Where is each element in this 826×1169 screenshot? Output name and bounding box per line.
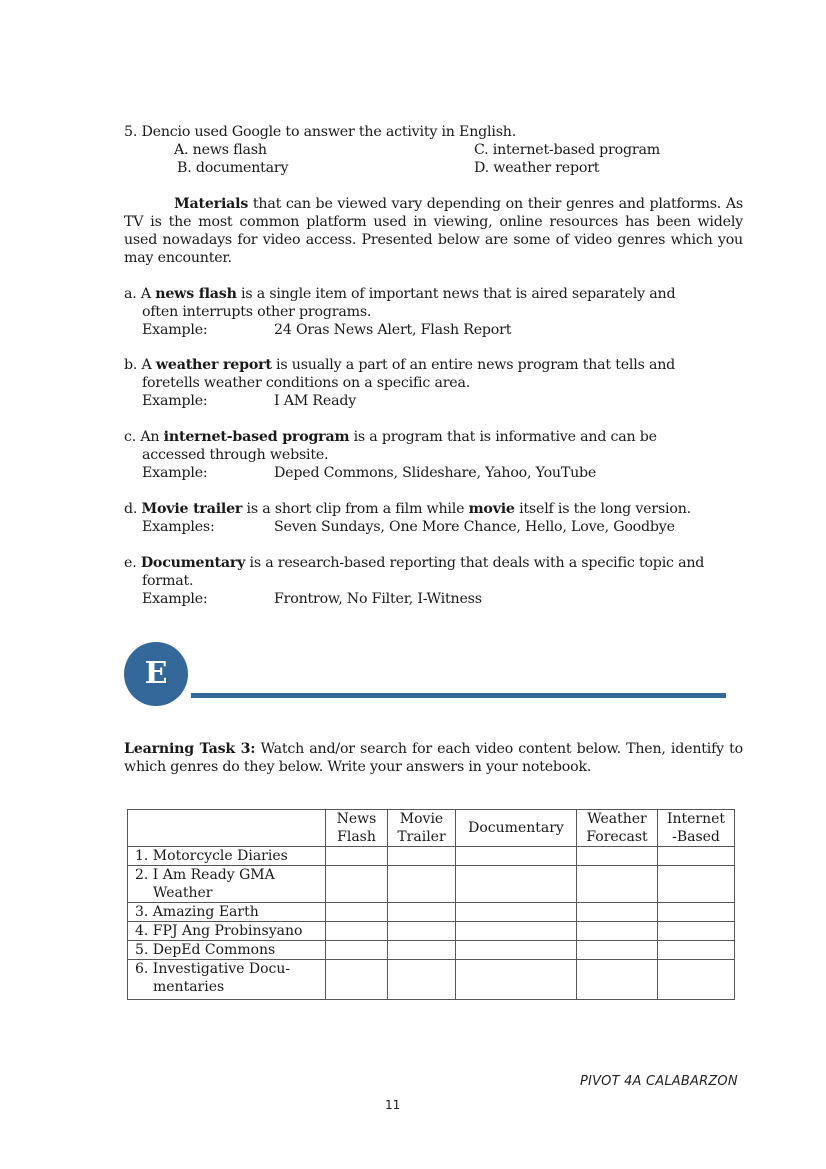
row-item-label: 3. Amazing Earth [128,903,326,922]
genre-identification-table [127,809,735,1000]
genre-term: news flash [155,286,237,302]
genre-example [124,590,743,608]
option-text: documentary [195,160,289,176]
option-letter: D. [474,160,489,176]
table-row [128,960,735,1000]
example-value: I AM Ready [274,393,357,409]
row-item-label: 5. DepEd Commons [128,941,326,960]
option-a [174,141,267,159]
footer-brand: PIVOT 4A CALABARZON [580,1074,738,1089]
section-letter-badge: E [124,642,188,706]
option-c [474,141,660,159]
answer-cell[interactable] [577,866,658,903]
genre-movie-trailer [124,500,743,536]
example-label: Example: [142,393,208,409]
answer-cell[interactable] [388,941,456,960]
answer-cell[interactable] [326,866,388,903]
table-row [128,941,735,960]
question-5-stem: 5. Dencio used Google to answer the activity in English. [124,124,517,140]
page-number: 11 [385,1098,401,1112]
genre-example [124,392,743,410]
answer-cell[interactable] [326,941,388,960]
example-label: Example: [142,591,208,607]
option-text: weather report [493,160,600,176]
genre-term: Documentary [140,555,246,571]
answer-cell[interactable] [388,960,456,1000]
genre-documentary [124,554,743,608]
table-header-documentary: Documentary [456,810,577,847]
learning-task-text: Watch and/or search for each video content below. Then, identify to which genres do they below. Write your answers in your notebook. [124,741,743,775]
answer-cell[interactable] [456,960,577,1000]
genre-term: Movie trailer [141,501,243,517]
answer-cell[interactable] [658,903,735,922]
answer-cell[interactable] [456,847,577,866]
answer-cell[interactable] [388,847,456,866]
intro-text: that can be viewed vary depending on their genres and platforms. As TV is the most common platform used in viewing, online resources has been widely used nowadays for video access. Presented below are some of video genres which you may encounter. [124,196,743,266]
genre-term: internet-based program [163,429,350,445]
table-header-internet-based: Internet -Based [658,810,735,847]
answer-cell[interactable] [388,866,456,903]
genre-internet-based-program [124,428,743,482]
answer-cell[interactable] [326,847,388,866]
genre-definition: a. A news flash is a single item of important news that is aired separately and [124,286,676,302]
section-divider [191,693,726,698]
table-header-news-flash: News Flash [326,810,388,847]
example-label: Example: [142,465,208,481]
genre-term: weather report [155,357,272,373]
option-letter: B. [177,160,192,176]
answer-cell[interactable] [456,903,577,922]
answer-cell[interactable] [658,941,735,960]
example-value: Seven Sundays, One More Chance, Hello, Love, Goodbye [274,519,675,535]
table-row [128,847,735,866]
answer-cell[interactable] [577,922,658,941]
intro-paragraph [124,195,743,267]
table-row [128,922,735,941]
example-value: Deped Commons, Slideshare, Yahoo, YouTube [274,465,597,481]
answer-cell[interactable] [388,922,456,941]
genre-example [124,321,743,339]
example-label: Example: [142,322,208,338]
intro-bold-lead: Materials [174,196,249,212]
answer-cell[interactable] [456,922,577,941]
genre-definition: d. Movie trailer is a short clip from a film while movie itself is the long version. [124,501,691,517]
example-label: Examples: [142,519,215,535]
answer-cell[interactable] [658,960,735,1000]
table-row [128,903,735,922]
genre-definition: c. An internet-based program is a program that is informative and can be [124,429,657,445]
answer-cell[interactable] [577,941,658,960]
row-item-label: 1. Motorcycle Diaries [128,847,326,866]
answer-cell[interactable] [326,922,388,941]
answer-cell[interactable] [577,960,658,1000]
option-text: news flash [192,142,267,158]
learning-task-label: Learning Task 3: [124,741,256,757]
genre-definition-cont: format. [142,573,194,589]
answer-cell[interactable] [577,847,658,866]
genre-definition: b. A weather report is usually a part of an entire news program that tells and [124,357,676,373]
answer-cell[interactable] [658,922,735,941]
option-text: internet-based program [492,142,660,158]
table-header-weather-forecast: Weather Forecast [577,810,658,847]
table-header-movie-trailer: Movie Trailer [388,810,456,847]
row-item-label: 6. Investigative Docu- mentaries [128,960,326,1000]
example-value: 24 Oras News Alert, Flash Report [274,322,512,338]
genre-definition-cont: often interrupts other programs. [142,304,372,320]
option-b [177,159,288,177]
option-letter: A. [174,142,189,158]
table-header-row [128,810,735,847]
genre-example [124,518,743,536]
answer-cell[interactable] [456,941,577,960]
option-letter: C. [474,142,489,158]
answer-cell[interactable] [326,903,388,922]
answer-cell[interactable] [326,960,388,1000]
genre-term-2: movie [468,501,515,517]
answer-cell[interactable] [456,866,577,903]
genre-definition-cont: foretells weather conditions on a specific area. [142,375,471,391]
answer-cell[interactable] [577,903,658,922]
answer-cell[interactable] [658,847,735,866]
answer-cell[interactable] [388,903,456,922]
genre-definition-cont: accessed through website. [142,447,329,463]
genre-example [124,464,743,482]
row-item-label: 4. FPJ Ang Probinsyano [128,922,326,941]
option-d [474,159,599,177]
genre-weather-report [124,356,743,410]
learning-task-instructions [124,740,743,776]
row-item-label: 2. I Am Ready GMA Weather [128,866,326,903]
table-header-blank [128,810,326,847]
answer-cell[interactable] [658,866,735,903]
genre-definition: e. Documentary is a research-based reporting that deals with a specific topic and [124,555,705,571]
genre-news-flash [124,285,743,339]
table-row [128,866,735,903]
example-value: Frontrow, No Filter, I-Witness [274,591,482,607]
